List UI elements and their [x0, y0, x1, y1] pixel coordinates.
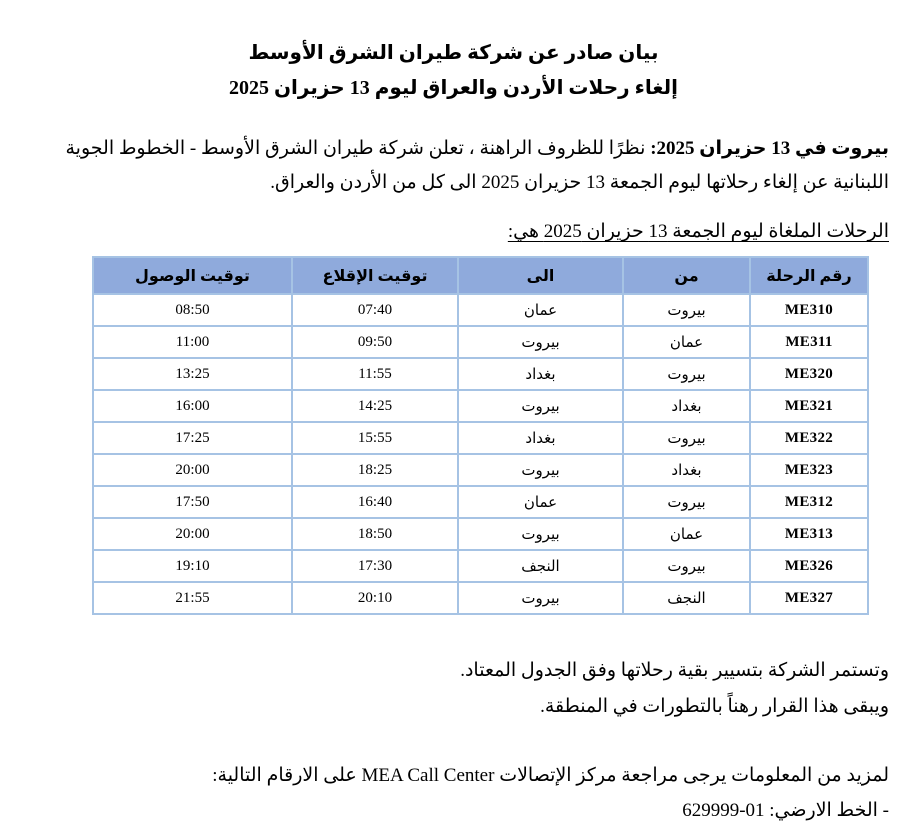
flight-number-cell: ME323: [750, 454, 868, 486]
closing-note-2: ويبقى هذا القرار رهناً بالتطورات في المنطقة.: [540, 695, 889, 717]
table-row: [93, 358, 868, 390]
arrival-time-cell: 17:25: [93, 422, 292, 454]
intro-paragraph: [28, 132, 889, 200]
origin-cell: بيروت: [623, 486, 750, 518]
cancelled-flights-caption: الرحلات الملغاة ليوم الجمعة 13 حزيران 2025 هي:: [507, 221, 889, 243]
origin-cell: عمان: [623, 518, 750, 550]
departure-time-cell: 20:10: [292, 582, 458, 614]
arrival-time-cell: 16:00: [93, 390, 292, 422]
title-line-1: بيان صادر عن شركة طيران الشرق الأوسط: [248, 42, 659, 64]
departure-time-cell: 11:55: [292, 358, 458, 390]
origin-cell: بغداد: [623, 390, 750, 422]
departure-time-cell: 14:25: [292, 390, 458, 422]
flight-number-cell: ME310: [750, 294, 868, 326]
origin-cell: بيروت: [623, 550, 750, 582]
arrival-time-cell: 08:50: [93, 294, 292, 326]
table-row: [93, 326, 868, 358]
flight-number-cell: ME327: [750, 582, 868, 614]
origin-cell: عمان: [623, 326, 750, 358]
flight-number-cell: ME312: [750, 486, 868, 518]
destination-cell: بيروت: [458, 518, 623, 550]
intro-body-text: نظرًا للظروف الراهنة ، تعلن شركة طيران الشرق الأوسط - الخطوط الجوية اللبنانية عن إلغاء رحلاتها ليوم الجمعة 13 حزيران 2025 الى كل من الأردن والعراق.: [65, 138, 889, 194]
destination-cell: بيروت: [458, 582, 623, 614]
landline-number-line: - الخط الارضي: 01-629999: [682, 799, 889, 821]
arrival-time-cell: 20:00: [93, 518, 292, 550]
table-row: [93, 454, 868, 486]
arrival-time-cell: 21:55: [93, 582, 292, 614]
flight-number-cell: ME311: [750, 326, 868, 358]
flight-number-cell: ME322: [750, 422, 868, 454]
table-row: [93, 294, 868, 326]
departure-time-cell: 18:25: [292, 454, 458, 486]
title-line-2: إلغاء رحلات الأردن والعراق ليوم 13 حزيران 2025: [228, 77, 679, 99]
arrival-time-cell: 20:00: [93, 454, 292, 486]
departure-time-cell: 16:40: [292, 486, 458, 518]
origin-cell: النجف: [623, 582, 750, 614]
departure-time-cell: 09:50: [292, 326, 458, 358]
destination-cell: النجف: [458, 550, 623, 582]
intro-dateline: بيروت في 13 حزيران 2025:: [650, 138, 889, 159]
cancelled-flights-table: [92, 256, 869, 615]
flight-number-cell: ME320: [750, 358, 868, 390]
contact-info-line: لمزيد من المعلومات يرجى مراجعة مركز الإتصالات MEA Call Center على الارقام التالية:: [212, 764, 889, 786]
departure-time-cell: 17:30: [292, 550, 458, 582]
closing-note-1: وتستمر الشركة بتسيير بقية رحلاتها وفق الجدول المعتاد.: [460, 660, 889, 682]
flight-number-cell: ME313: [750, 518, 868, 550]
table-row: [93, 518, 868, 550]
flight-number-cell: ME326: [750, 550, 868, 582]
col-header-destination: الى: [458, 257, 623, 294]
destination-cell: بيروت: [458, 390, 623, 422]
table-row: [93, 550, 868, 582]
departure-time-cell: 18:50: [292, 518, 458, 550]
table-row: [93, 582, 868, 614]
destination-cell: عمان: [458, 486, 623, 518]
origin-cell: بيروت: [623, 358, 750, 390]
departure-time-cell: 07:40: [292, 294, 458, 326]
closing-notes: [14, 653, 889, 723]
arrival-time-cell: 13:25: [93, 358, 292, 390]
table-row: [93, 422, 868, 454]
destination-cell: بغداد: [458, 358, 623, 390]
contact-block: [14, 758, 889, 828]
origin-cell: بيروت: [623, 422, 750, 454]
col-header-arrival-time: توقيت الوصول: [93, 257, 292, 294]
col-header-departure-time: توقيت الإقلاع: [292, 257, 458, 294]
origin-cell: بغداد: [623, 454, 750, 486]
col-header-flight-number: رقم الرحلة: [750, 257, 868, 294]
flight-number-cell: ME321: [750, 390, 868, 422]
origin-cell: بيروت: [623, 294, 750, 326]
arrival-time-cell: 11:00: [93, 326, 292, 358]
destination-cell: عمان: [458, 294, 623, 326]
table-row: [93, 390, 868, 422]
destination-cell: بيروت: [458, 326, 623, 358]
departure-time-cell: 15:55: [292, 422, 458, 454]
destination-cell: بيروت: [458, 454, 623, 486]
destination-cell: بغداد: [458, 422, 623, 454]
arrival-time-cell: 19:10: [93, 550, 292, 582]
table-header-row: [93, 257, 868, 294]
arrival-time-cell: 17:50: [93, 486, 292, 518]
document-title-block: [54, 36, 853, 106]
col-header-origin: من: [623, 257, 750, 294]
table-row: [93, 486, 868, 518]
